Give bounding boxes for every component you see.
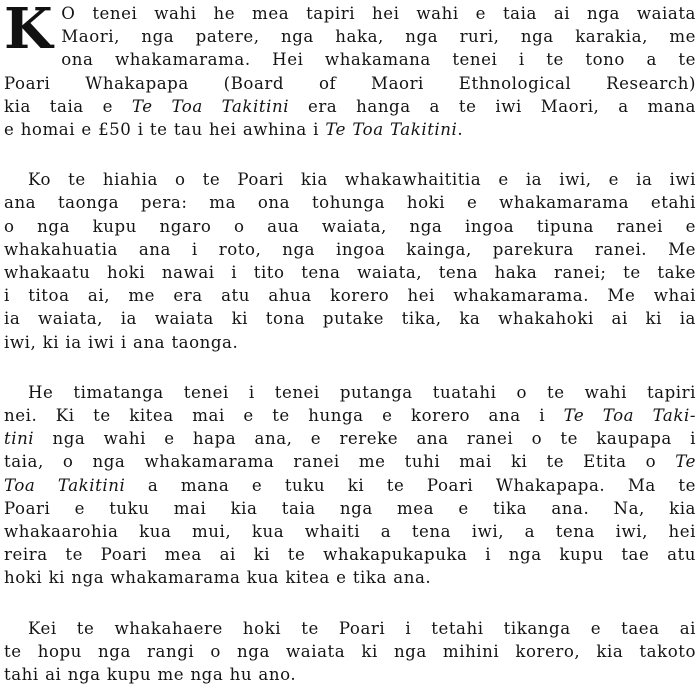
text-line: ana taonga pera: ma ona tohunga hoki e whakamarama etahi <box>4 193 696 213</box>
text-line: Poari Whakapapa (Board of Maori Ethnological Research) <box>4 73 696 93</box>
text-line: Ko te hiahia o te Poari kia whakawhaititia e ia iwi, e ia iwi <box>28 170 696 190</box>
text-line: O tenei wahi he mea tapiri hei wahi e taia ai nga waiata <box>61 4 696 23</box>
text-line: reira te Poari mea ai ki te whakapukapuka i nga kupu tae atu <box>4 545 696 565</box>
text-line: tahi ai nga kupu me nga hu ano. <box>4 665 297 685</box>
article-body <box>4 2 696 686</box>
italic-title: Te Toa Taki- <box>563 406 696 426</box>
text-line: e homai e £50 i te tau hei awhina i Te Toa Takitini. <box>4 120 464 140</box>
text-line: Maori, nga patere, nga haka, nga ruri, nga karakia, me <box>61 27 696 47</box>
paragraph-1 <box>4 2 696 141</box>
text-line: He timatanga tenei i tenei putanga tuatahi o te wahi tapiri <box>28 382 696 402</box>
text-line: nei. Ki te kitea mai e te hunga e korero ana i Te Toa Taki- <box>4 406 696 426</box>
italic-title: Te Toa Takitini <box>325 120 458 140</box>
italic-title: Te Toa Takitini <box>131 96 290 116</box>
text-line: te hopu nga rangi o nga waiata ki nga mihini korero, kia takoto <box>4 641 696 661</box>
paragraph-4 <box>4 617 696 686</box>
text-line: kia taia e Te Toa Takitini era hanga a te iwi Maori, a mana <box>4 96 696 116</box>
italic-title: Te <box>675 452 696 472</box>
paragraph-3 <box>4 381 696 590</box>
text-line: i titoa ai, me era atu ahua korero hei whakamarama. Me whai <box>4 286 696 306</box>
text-line: taia, o nga whakamarama ranei me tuhi mai ki te Etita o Te <box>4 452 696 472</box>
italic-title: Toa Takitini <box>4 475 126 495</box>
drop-cap: K <box>4 0 54 62</box>
text-line: ona whakamarama. Hei whakamana tenei i te tono a te <box>61 50 696 70</box>
paragraph-2 <box>4 168 696 354</box>
text-line: Kei te whakahaere hoki te Poari i tetahi tikanga e taea ai <box>28 618 696 638</box>
text-line: o nga kupu ngaro o aua waiata, nga ingoa tipuna ranei e <box>4 216 696 236</box>
text-line: tini nga wahi e hapa ana, e rereke ana ranei o te kaupapa i <box>4 429 696 449</box>
text-line: whakaarohia kua mui, kua whaiti a tena iwi, a tena iwi, hei <box>4 522 696 542</box>
text-line: whakahuatia ana i roto, nga ingoa kainga, parekura ranei. Me <box>4 239 696 259</box>
text-line: iwi, ki ia iwi i ana taonga. <box>4 332 239 352</box>
text-line: whakaatu hoki nawai i tito tena waiata, tena haka ranei; te take <box>4 263 696 283</box>
text-line: hoki ki nga whakamarama kua kitea e tika ana. <box>4 568 432 588</box>
text-line: Poari e tuku mai kia taia nga mea e tika ana. Na, kia <box>4 498 696 518</box>
text-line: ia waiata, ia waiata ki tona putake tika, ka whakahoki ai ki ia <box>4 309 696 329</box>
text-line: Toa Takitini a mana e tuku ki te Poari Whakapapa. Ma te <box>4 475 696 495</box>
italic-title: tini <box>4 429 35 449</box>
